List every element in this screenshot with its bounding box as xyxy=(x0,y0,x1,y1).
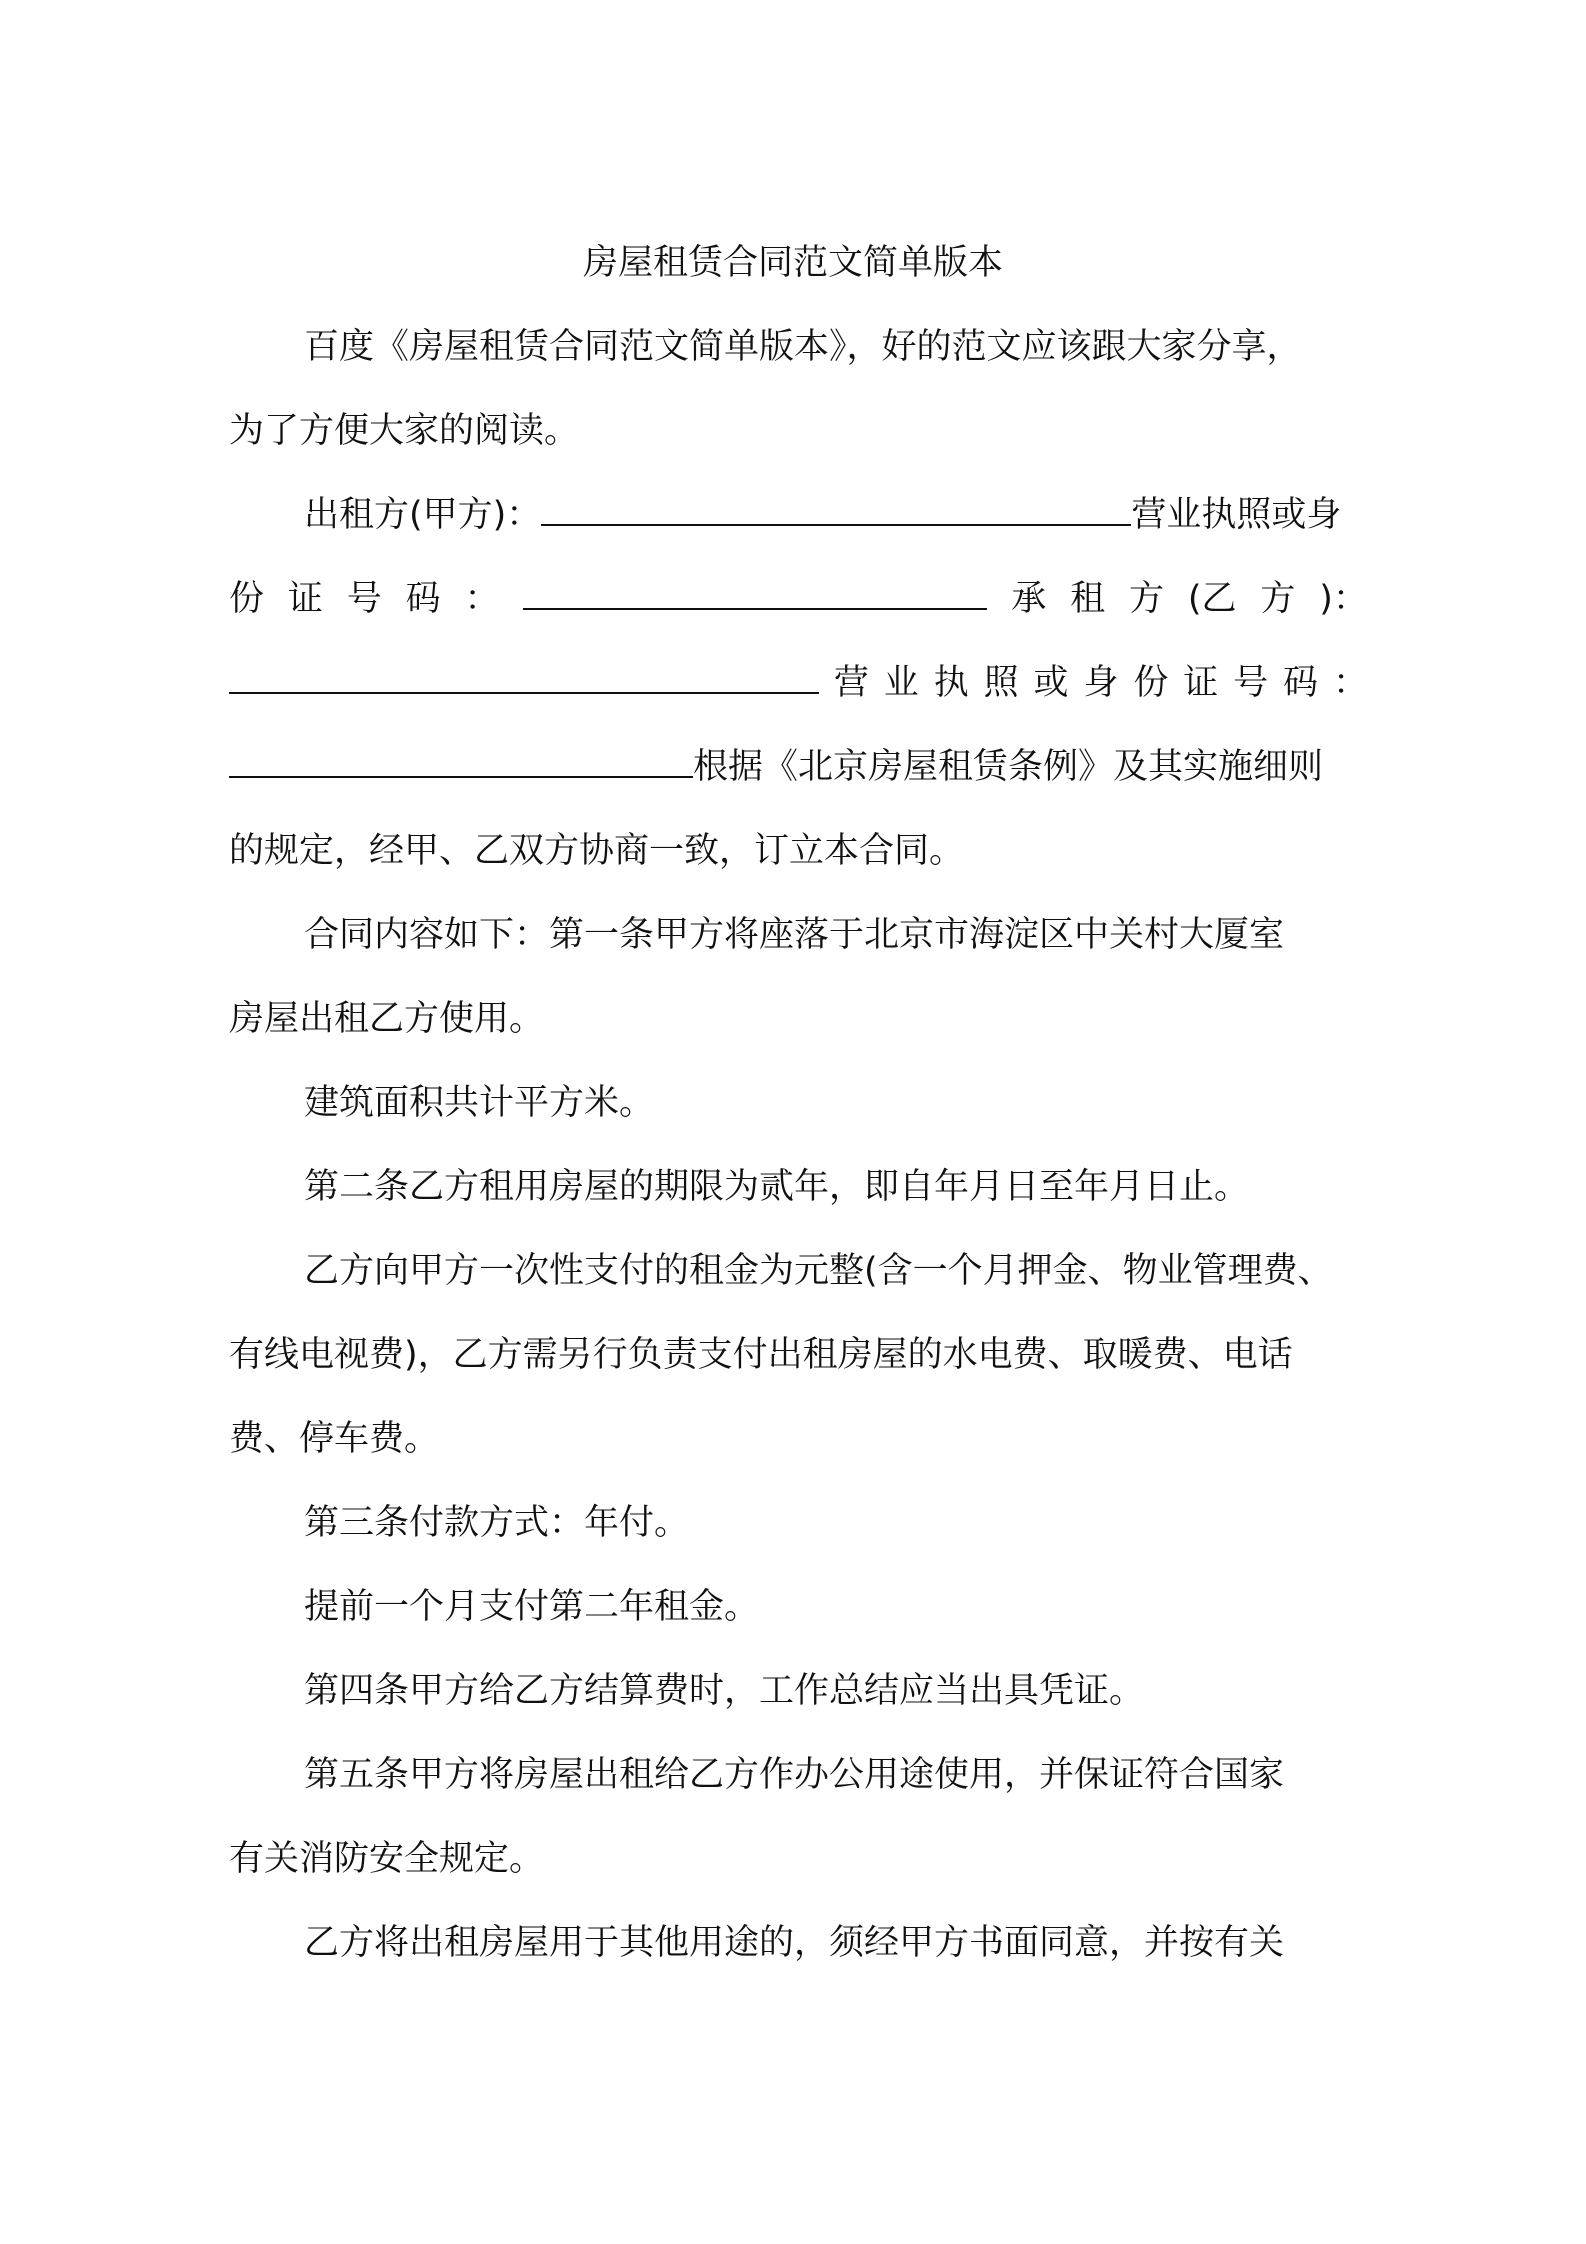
basis-line xyxy=(229,725,1368,809)
lessee-id-blank xyxy=(229,746,693,778)
basis-text: 根据《北京房屋租赁条例》及其实施细则 xyxy=(693,747,1324,787)
content-line-2: 房屋出租乙方使用。 xyxy=(229,999,545,1039)
lessor-line xyxy=(304,473,1368,557)
license-label-char: 执 xyxy=(933,663,969,703)
id-number-label-char: ： xyxy=(464,579,500,619)
lessee-blank xyxy=(229,662,819,694)
lessee-label-char: (乙 xyxy=(1187,579,1237,619)
document-title: 房屋租赁合同范文简单版本 xyxy=(582,243,1003,283)
license-label-char: ： xyxy=(1332,663,1368,703)
id-number-label-char: 证 xyxy=(287,579,323,619)
area-line: 建筑面积共计平方米。 xyxy=(304,1083,655,1123)
lessee-label-char: )： xyxy=(1319,579,1368,619)
license-label-char: 业 xyxy=(883,663,919,703)
id-number-label-char: 码 xyxy=(405,579,441,619)
intro-line-2: 为了方便大家的阅读。 xyxy=(229,411,580,451)
license-label-char: 证 xyxy=(1183,663,1219,703)
license-label-char: 码 xyxy=(1283,663,1319,703)
lessor-blank xyxy=(541,494,1131,526)
advance-payment: 提前一个月支付第二年租金。 xyxy=(304,1587,760,1627)
lessor-id-blank xyxy=(523,578,987,610)
rent-line-2: 有线电视费)，乙方需另行负责支付出租房屋的水电费、取暖费、电话 xyxy=(229,1335,1293,1375)
license-label-a: 营业执照或身 xyxy=(1131,495,1342,535)
intro-line-1: 百度《房屋租赁合同范文简单版本》，好的范文应该跟大家分享， xyxy=(304,327,1302,367)
content-line-1: 合同内容如下：第一条甲方将座落于北京市海淀区中关村大厦室 xyxy=(304,915,1285,955)
license-label-char: 照 xyxy=(983,663,1019,703)
article-5-line-1: 第五条甲方将房屋出租给乙方作办公用途使用，并保证符合国家 xyxy=(304,1755,1285,1795)
license-label-char: 或 xyxy=(1033,663,1069,703)
article-5-line-2: 有关消防安全规定。 xyxy=(229,1839,545,1879)
license-label-char: 营 xyxy=(833,663,869,703)
article-3: 第三条付款方式：年付。 xyxy=(304,1503,690,1543)
license-label-char: 身 xyxy=(1083,663,1119,703)
id-number-label-char: 份 xyxy=(229,579,265,619)
lessee-label-char: 方 xyxy=(1260,579,1296,619)
license-label-char: 份 xyxy=(1133,663,1169,703)
lessee-line xyxy=(229,641,1368,725)
article-2: 第二条乙方租用房屋的期限为贰年，即自年月日至年月日止。 xyxy=(304,1167,1250,1207)
id-number-label-char: 号 xyxy=(346,579,382,619)
lessor-label: 出租方(甲方)： xyxy=(304,495,542,535)
usage-line-1: 乙方将出租房屋用于其他用途的，须经甲方书面同意，并按有关 xyxy=(304,1923,1285,1963)
lessee-label-char: 承 xyxy=(1011,579,1047,619)
rent-line-1: 乙方向甲方一次性支付的租金为元整(含一个月押金、物业管理费、 xyxy=(304,1251,1333,1291)
basis-line-2: 的规定，经甲、乙双方协商一致，订立本合同。 xyxy=(229,831,965,871)
rent-line-3: 费、停车费。 xyxy=(229,1419,440,1459)
article-4: 第四条甲方给乙方结算费时，工作总结应当出具凭证。 xyxy=(304,1671,1145,1711)
lessee-label-char: 租 xyxy=(1070,579,1106,619)
lessee-label-char: 方 xyxy=(1128,579,1164,619)
license-label-char: 号 xyxy=(1233,663,1269,703)
id-lessee-line xyxy=(229,557,1368,641)
